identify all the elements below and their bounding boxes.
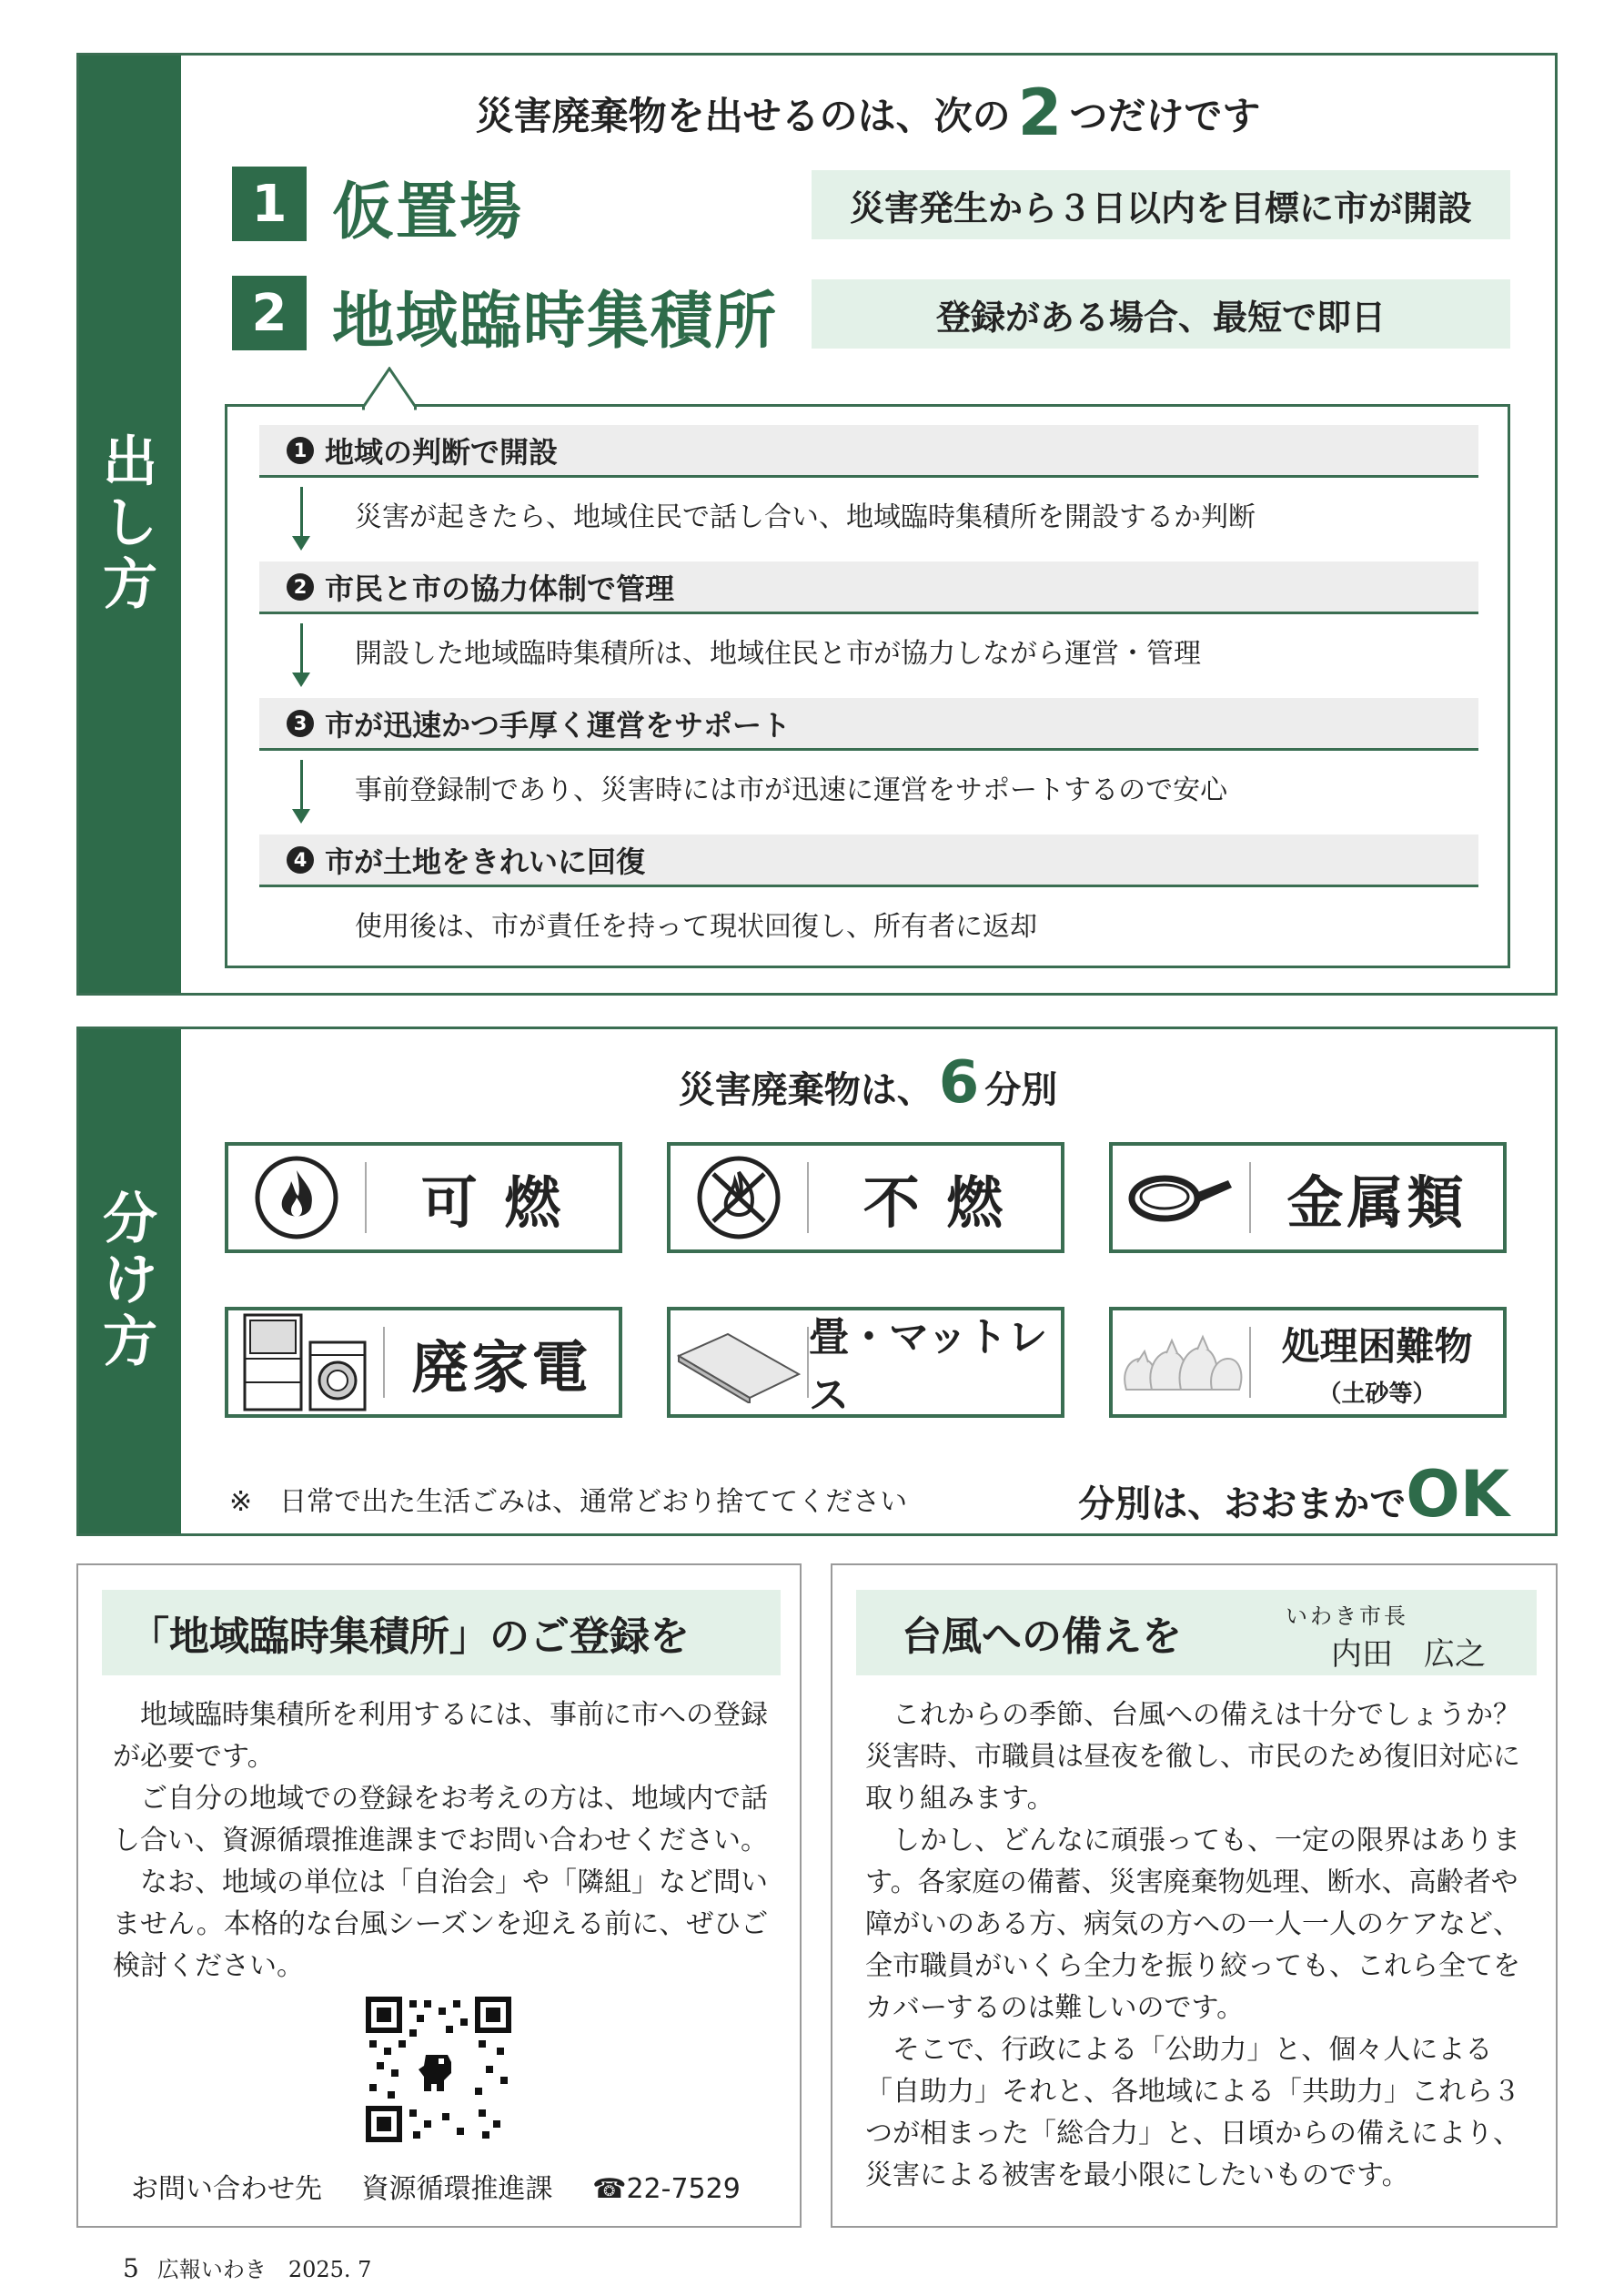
no-fire-icon [671, 1146, 807, 1249]
place-note-1: 災害発生から３日以内を目標に市が開設 [812, 170, 1510, 239]
place-number-2: 2 [232, 276, 307, 350]
disposal-headline: 災害廃棄物を出せるのは、次の 2 つだけです [475, 76, 1261, 150]
registration-title: 「地域臨時集積所」のご登録を [102, 1590, 781, 1675]
registration-body: 地域臨時集積所を利用するには、事前に市への登録が必要です。 ご自分の地域での登録をお考えの方は、地域内で話し合い、資源循環推進課までお問い合わせください。 なお、地域の単位は「自治会」や「隣組」など問いません。本格的な台風シーズンを迎える前に、ぜひご検討ください。 [113, 1699, 769, 1982]
typhoon-box [831, 1563, 1558, 2228]
place-name-2: 地域臨時集積所 [332, 286, 779, 358]
step-number-2: 2 [287, 573, 314, 601]
appliances-icon [228, 1310, 383, 1414]
author-name: 内田 広之 [1331, 1636, 1486, 1673]
step-1-heading: 1 地域の判断で開設 [259, 425, 1478, 478]
step-4-text: 使用後は、市が責任を持って現状回復し、所有者に返却 [355, 911, 1037, 943]
step-3-text: 事前登録制であり、災害時には市が迅速に運営をサポートするので安心 [355, 774, 1228, 806]
step-number-3: 3 [287, 710, 314, 737]
sorting-ok-message: 分別は、おおまかでOK [1078, 1457, 1509, 1532]
disposal-tab-label: 出 し 方 [79, 56, 181, 993]
step-3-heading: 3 市が迅速かつ手厚く運営をサポート [259, 698, 1478, 751]
step-arrow-2 [300, 623, 303, 683]
callout-notch [362, 367, 417, 410]
category-metal: 金属類 [1109, 1142, 1507, 1253]
step-number-1: 1 [287, 437, 314, 464]
sorting-section [76, 1027, 1558, 1536]
page-footer [123, 2251, 371, 2283]
sorting-tab-label: 分 け 方 [79, 1029, 181, 1533]
category-combustible: 可 燃 [225, 1142, 622, 1253]
steps-box [225, 404, 1510, 968]
category-non-combustible: 不 燃 [667, 1142, 1064, 1253]
category-tatami-mattress: 畳・マットレス [667, 1307, 1064, 1418]
category-difficult-waste: 処理困難物 （土砂等） [1109, 1307, 1507, 1418]
place-name-1: 仮置場 [332, 177, 524, 248]
sandbags-icon [1113, 1310, 1249, 1414]
step-4-heading: 4 市が土地をきれいに回復 [259, 834, 1478, 887]
tatami-icon [671, 1310, 807, 1414]
registration-contact: お問い合わせ先 資源循環推進課 ☎22-7529 [131, 2173, 741, 2205]
registration-box [76, 1563, 802, 2228]
step-1-text: 災害が起きたら、地域住民で話し合い、地域臨時集積所を開設するか判断 [355, 501, 1256, 533]
place-note-2: 登録がある場合、最短で即日 [812, 279, 1510, 349]
page-number: 5 [123, 2253, 139, 2283]
step-arrow-3 [300, 760, 303, 820]
fire-icon [228, 1146, 365, 1249]
household-waste-note: ※ 日常で出た生活ごみは、通常どおり捨ててください [229, 1486, 908, 1518]
frying-pan-icon [1113, 1146, 1249, 1249]
place-number-1: 1 [232, 167, 307, 241]
disposal-section [76, 53, 1558, 996]
author-role: いわき市長 [1286, 1603, 1408, 1629]
sorting-headline: 災害廃棄物は、6 分別 [678, 1049, 1058, 1117]
step-2-heading: 2 市民と市の協力体制で管理 [259, 561, 1478, 614]
phone-icon: ☎22-7529 [592, 2173, 741, 2205]
step-number-4: 4 [287, 846, 314, 874]
qr-code-icon[interactable] [366, 1997, 511, 2142]
publication-name: 広報いわき 2025. 7 [156, 2257, 372, 2282]
typhoon-title: 台風への備えを [902, 1613, 1182, 1660]
step-2-text: 開設した地域臨時集積所は、地域住民と市が協力しながら運営・管理 [355, 638, 1201, 670]
category-appliances: 廃家電 [225, 1307, 622, 1418]
typhoon-body: これからの季節、台風への備えは十分でしょうか？災害時、市職員は昼夜を徹し、市民のため復旧対応に取り組みます。 しかし、どんなに頑張っても、一定の限界はあります。各家庭の備蓄、災害廃棄物処理、断水、高齢者や障がいのある方、病気の方への一人一人のケアなど、全市職員がいくら全力を振り絞っても、これら全てをカバーするのは難しいのです。 そこで、行政による「公助力」と、個々人による「自助力」それと、各地域による「共助力」これら３つが相まった「総合力」と、日頃からの備えにより、災害による被害を最小限にしたいものです。 [865, 1699, 1520, 2191]
step-arrow-1 [300, 487, 303, 547]
